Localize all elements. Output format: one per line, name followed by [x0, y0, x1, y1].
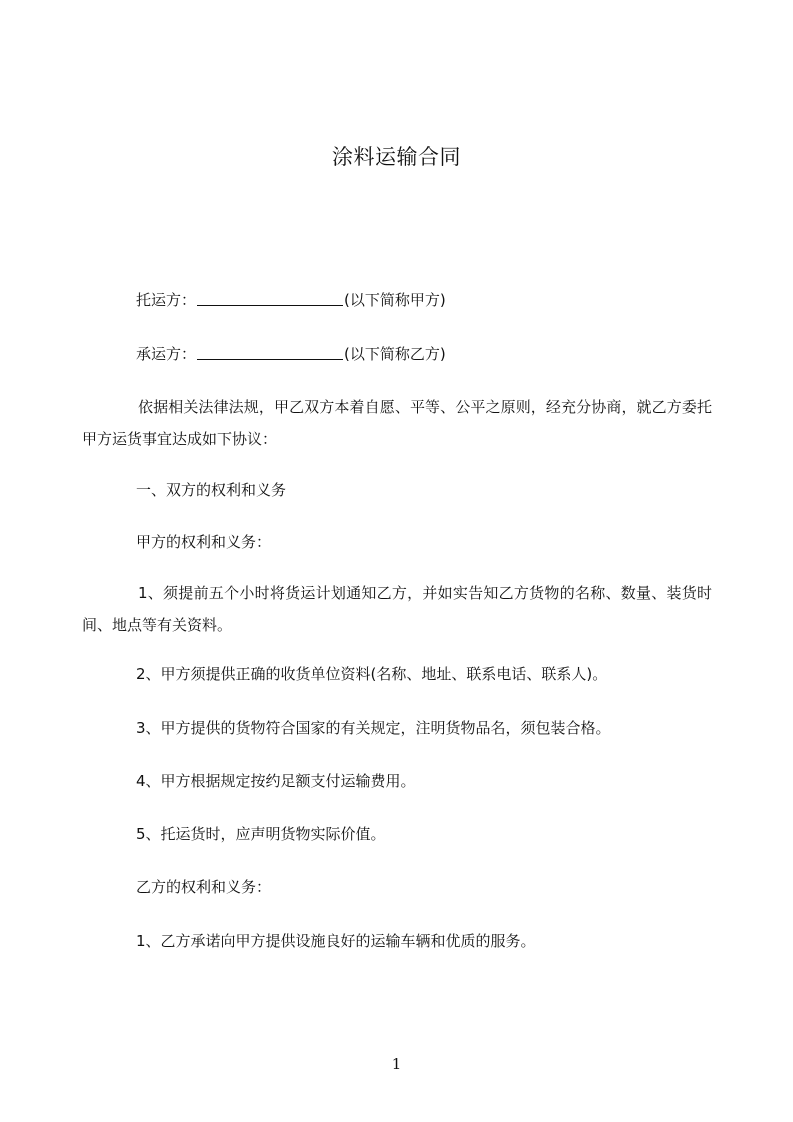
party-a-heading: 甲方的权利和义务：: [136, 533, 272, 551]
party-a-item-3: 3、甲方提供的货物符合国家的有关规定，注明货物品名，须包装合格。: [136, 719, 611, 737]
party-a-item-4: 4、甲方根据规定按约足额支付运输费用。: [136, 772, 416, 790]
party-b-item-1: 1、乙方承诺向甲方提供设施良好的运输车辆和优质的服务。: [136, 932, 536, 950]
carrier-line: [136, 344, 446, 364]
carrier-blank: [197, 345, 343, 360]
party-b-heading: 乙方的权利和义务：: [136, 878, 272, 896]
consignor-blank: [197, 291, 343, 306]
consignor-label: 托运方：: [136, 291, 197, 309]
consignor-suffix: (以下简称甲方): [344, 291, 446, 309]
document-title: 涂料运输合同: [332, 145, 461, 169]
carrier-suffix: (以下简称乙方): [344, 345, 446, 363]
page-number: 1: [391, 1055, 402, 1073]
intro-paragraph: 依据相关法律法规，甲乙双方本着自愿、平等、公平之原则，经充分协商，就乙方委托甲方运货事宜达成如下协议：: [82, 398, 712, 448]
consignor-line: [136, 290, 446, 310]
party-a-item-1: 1、须提前五个小时将货运计划通知乙方，并如实告知乙方货物的名称、数量、装货时间、地点等有关资料。: [82, 584, 712, 634]
party-a-item-5: 5、托运货时，应声明货物实际价值。: [136, 825, 386, 843]
party-a-item-2: 2、甲方须提供正确的收货单位资料(名称、地址、联系电话、联系人)。: [136, 665, 608, 683]
section1-heading: 一、双方的权利和义务: [136, 481, 287, 499]
carrier-label: 承运方：: [136, 345, 197, 363]
